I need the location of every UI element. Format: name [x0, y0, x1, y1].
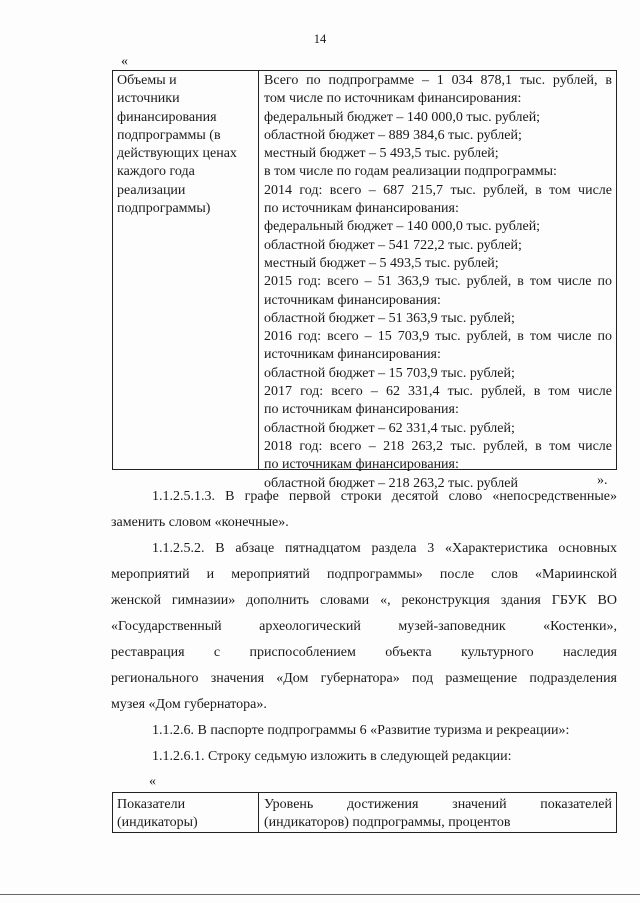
funding-line: том числе по источникам финансирования:: [264, 91, 522, 107]
label-line: финансирования: [117, 109, 217, 125]
funding-line: источникам финансирования:: [264, 292, 441, 308]
paragraph-line: 1.1.2.6.1. Строку седьмую изложить в следующей редакции:: [152, 749, 512, 764]
funding-table-value-cell: [259, 71, 616, 491]
paragraph-line: 1.1.2.5.2. В абзаце пятнадцатом раздела 3 «Характеристика основных: [152, 541, 617, 556]
funding-line: 2018 год: всего – 218 263,2 тыс. рублей, в том числе: [264, 438, 612, 454]
paragraph-line: заменить словом «конечные».: [111, 515, 289, 530]
funding-line: 2016 год: всего – 15 703,9 тыс. рублей, в том числе по: [264, 329, 612, 345]
paragraph-line: «Государственный археологический музей-заповедник «Костенки»,: [111, 619, 617, 634]
paragraph-line: 1.1.2.6. В паспорте подпрограммы 6 «Развитие туризма и рекреации»:: [152, 723, 570, 738]
funding-table: [112, 70, 617, 491]
funding-line: федеральный бюджет – 140 000,0 тыс. рублей;: [264, 109, 541, 125]
indicator-line: (индикаторов) подпрограммы, процентов: [264, 815, 511, 831]
label-line: действующих ценах: [117, 146, 237, 162]
closing-quote-mark: ».: [597, 473, 608, 488]
funding-table-label-cell: [113, 71, 259, 469]
label-line: источники: [117, 91, 180, 107]
label-line: подпрограммы): [117, 201, 211, 217]
funding-line: 2017 год: всего – 62 331,4 тыс. рублей, в том числе: [264, 384, 612, 400]
label-line: подпрограммы (в: [117, 127, 221, 143]
page-number: 14: [313, 32, 327, 46]
funding-line: областной бюджет – 218 263,2 тыс. рублей: [264, 475, 518, 491]
funding-line: 2014 год: всего – 687 215,7 тыс. рублей, в том числе: [264, 182, 612, 198]
label-line: Показатели: [117, 797, 186, 812]
footer-rule: [0, 894, 640, 895]
funding-line: федеральный бюджет – 140 000,0 тыс. рублей;: [264, 219, 541, 235]
funding-line: местный бюджет – 5 493,5 тыс. рублей;: [264, 146, 499, 162]
paragraph-line: 1.1.2.5.1.3. В графе первой строки десятой слово «непосредственные»: [152, 489, 617, 504]
paragraph-line: регионального значения «Дом губернатора» под размещение подразделения: [111, 671, 617, 686]
indicators-table-label-cell: [113, 793, 259, 832]
opening-quote-mark: «: [121, 54, 128, 69]
indicator-line: Уровень достижения значений показателей: [264, 797, 612, 812]
funding-line: областной бюджет – 15 703,9 тыс. рублей;: [264, 365, 515, 381]
paragraph-line: музея «Дом губернатора».: [111, 697, 267, 712]
paragraph-line: мероприятий и мероприятий подпрограммы» после слов «Мариинской: [111, 567, 617, 582]
funding-line: местный бюджет – 5 493,5 тыс. рублей;: [264, 255, 499, 271]
indicators-table: [112, 792, 617, 833]
indicators-table-value-cell: [259, 793, 616, 832]
label-line: реализации: [117, 182, 186, 198]
funding-line: в том числе по годам реализации подпрограммы:: [264, 164, 557, 180]
label-line: каждого года: [117, 164, 195, 180]
funding-line: областной бюджет – 51 363,9 тыс. рублей;: [264, 310, 515, 326]
funding-line: по источникам финансирования:: [264, 457, 459, 473]
funding-line: областной бюджет – 62 331,4 тыс. рублей;: [264, 420, 515, 436]
funding-line: 2015 год: всего – 51 363,9 тыс. рублей, в том числе по: [264, 274, 612, 290]
funding-line: по источникам финансирования:: [264, 402, 459, 418]
label-line: (индикаторы): [117, 815, 198, 831]
paragraph-line: женской гимназии» дополнить словами «, реконструкция здания ГБУК ВО: [111, 593, 617, 608]
paragraph-line: реставрация с приспособлением объекта культурного наследия: [111, 645, 617, 660]
label-line: Объемы и: [117, 73, 177, 88]
funding-line: Всего по подпрограмме – 1 034 878,1 тыс. рублей, в: [264, 73, 612, 88]
funding-line: областной бюджет – 889 384,6 тыс. рублей;: [264, 127, 522, 143]
funding-line: областной бюджет – 541 722,2 тыс. рублей;: [264, 237, 522, 253]
funding-line: по источникам финансирования:: [264, 201, 459, 217]
opening-quote-mark: «: [149, 774, 156, 789]
funding-line: источникам финансирования:: [264, 347, 441, 363]
